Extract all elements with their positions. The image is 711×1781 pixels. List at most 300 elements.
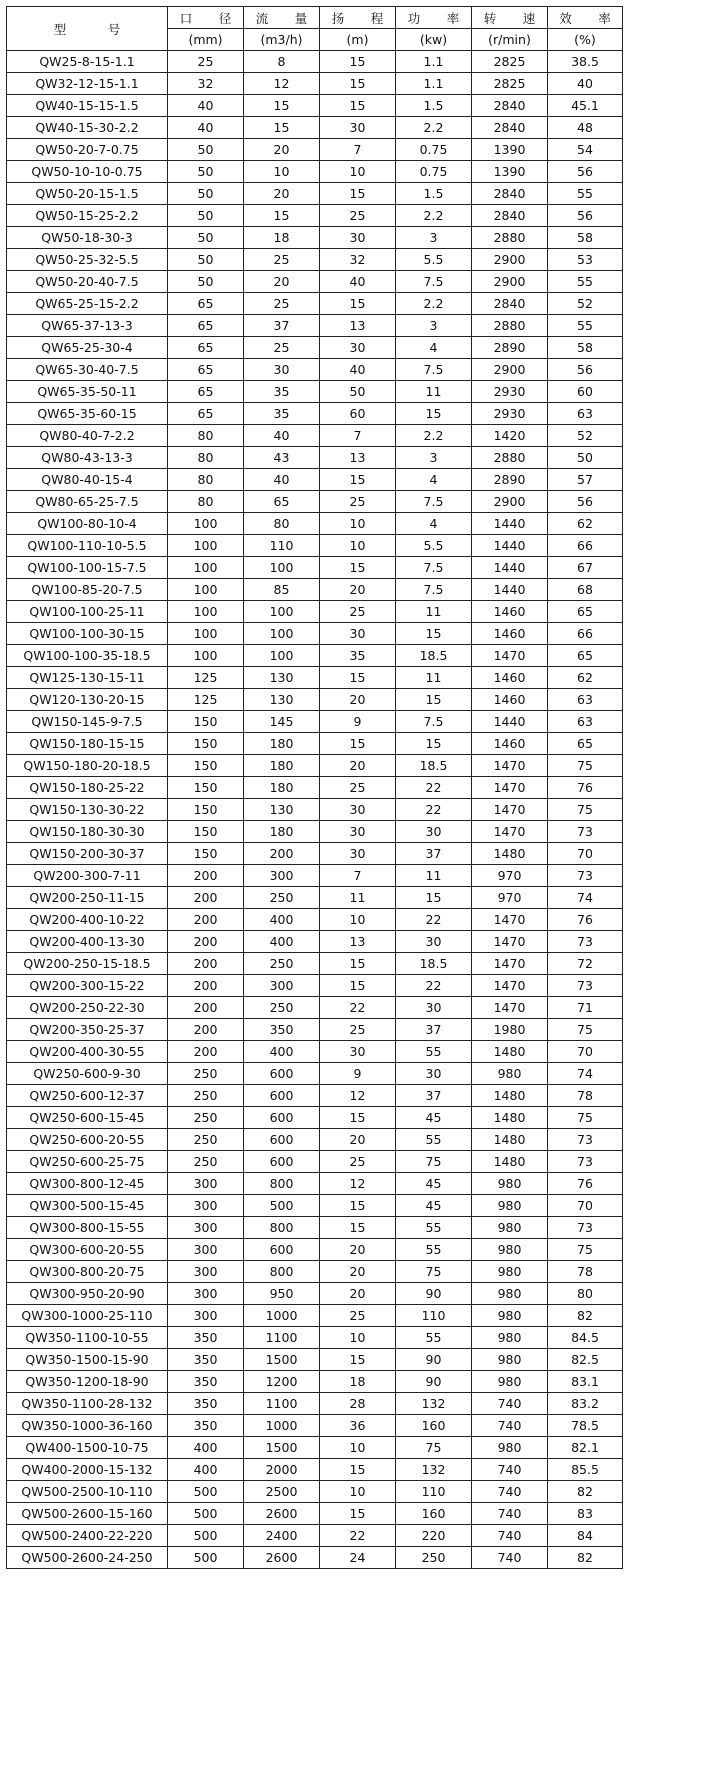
efficiency-cell: 76 bbox=[548, 909, 623, 931]
header-diameter: 口 径 bbox=[168, 7, 244, 29]
power-cell: 15 bbox=[396, 623, 472, 645]
efficiency-cell: 85.5 bbox=[548, 1459, 623, 1481]
model-cell: QW350-1100-28-132 bbox=[7, 1393, 168, 1415]
speed-cell: 1470 bbox=[472, 645, 548, 667]
table-row bbox=[7, 183, 623, 205]
diameter-cell: 50 bbox=[168, 227, 244, 249]
table-row bbox=[7, 447, 623, 469]
flow-cell: 12 bbox=[244, 73, 320, 95]
head-cell: 20 bbox=[320, 1239, 396, 1261]
head-cell: 10 bbox=[320, 1437, 396, 1459]
model-cell: QW50-20-40-7.5 bbox=[7, 271, 168, 293]
model-cell: QW300-500-15-45 bbox=[7, 1195, 168, 1217]
speed-cell: 740 bbox=[472, 1547, 548, 1569]
efficiency-cell: 48 bbox=[548, 117, 623, 139]
model-cell: QW250-600-15-45 bbox=[7, 1107, 168, 1129]
table-row bbox=[7, 513, 623, 535]
speed-cell: 2900 bbox=[472, 491, 548, 513]
model-cell: QW150-180-30-30 bbox=[7, 821, 168, 843]
flow-cell: 600 bbox=[244, 1239, 320, 1261]
diameter-cell: 150 bbox=[168, 755, 244, 777]
head-cell: 15 bbox=[320, 1195, 396, 1217]
head-cell: 36 bbox=[320, 1415, 396, 1437]
efficiency-cell: 57 bbox=[548, 469, 623, 491]
head-cell: 40 bbox=[320, 271, 396, 293]
efficiency-cell: 82.5 bbox=[548, 1349, 623, 1371]
power-cell: 2.2 bbox=[396, 117, 472, 139]
diameter-cell: 350 bbox=[168, 1349, 244, 1371]
speed-cell: 1460 bbox=[472, 601, 548, 623]
power-cell: 4 bbox=[396, 513, 472, 535]
model-cell: QW200-400-30-55 bbox=[7, 1041, 168, 1063]
speed-cell: 1480 bbox=[472, 1107, 548, 1129]
flow-cell: 15 bbox=[244, 117, 320, 139]
model-cell: QW350-1200-18-90 bbox=[7, 1371, 168, 1393]
power-cell: 110 bbox=[396, 1305, 472, 1327]
diameter-cell: 500 bbox=[168, 1525, 244, 1547]
efficiency-cell: 55 bbox=[548, 271, 623, 293]
flow-cell: 1100 bbox=[244, 1393, 320, 1415]
speed-cell: 2840 bbox=[472, 205, 548, 227]
power-cell: 7.5 bbox=[396, 491, 472, 513]
flow-cell: 1500 bbox=[244, 1437, 320, 1459]
table-row bbox=[7, 931, 623, 953]
table-row bbox=[7, 315, 623, 337]
head-cell: 30 bbox=[320, 117, 396, 139]
header-row-names bbox=[7, 7, 623, 29]
table-row bbox=[7, 1107, 623, 1129]
model-cell: QW80-40-15-4 bbox=[7, 469, 168, 491]
head-cell: 20 bbox=[320, 689, 396, 711]
diameter-cell: 200 bbox=[168, 865, 244, 887]
table-row bbox=[7, 249, 623, 271]
diameter-cell: 50 bbox=[168, 205, 244, 227]
table-row bbox=[7, 601, 623, 623]
diameter-cell: 65 bbox=[168, 337, 244, 359]
flow-cell: 600 bbox=[244, 1085, 320, 1107]
table-row bbox=[7, 777, 623, 799]
model-cell: QW65-37-13-3 bbox=[7, 315, 168, 337]
model-cell: QW300-950-20-90 bbox=[7, 1283, 168, 1305]
speed-cell: 1460 bbox=[472, 689, 548, 711]
model-cell: QW80-40-7-2.2 bbox=[7, 425, 168, 447]
table-row bbox=[7, 1195, 623, 1217]
efficiency-cell: 82 bbox=[548, 1305, 623, 1327]
head-cell: 20 bbox=[320, 1261, 396, 1283]
model-cell: QW200-250-22-30 bbox=[7, 997, 168, 1019]
speed-cell: 2930 bbox=[472, 403, 548, 425]
model-cell: QW200-250-15-18.5 bbox=[7, 953, 168, 975]
head-cell: 25 bbox=[320, 1019, 396, 1041]
table-body bbox=[7, 51, 623, 1569]
flow-cell: 37 bbox=[244, 315, 320, 337]
power-cell: 4 bbox=[396, 337, 472, 359]
table-row bbox=[7, 711, 623, 733]
efficiency-cell: 84 bbox=[548, 1525, 623, 1547]
table-row bbox=[7, 953, 623, 975]
head-cell: 30 bbox=[320, 1041, 396, 1063]
diameter-cell: 50 bbox=[168, 139, 244, 161]
flow-cell: 15 bbox=[244, 95, 320, 117]
head-cell: 18 bbox=[320, 1371, 396, 1393]
flow-cell: 100 bbox=[244, 601, 320, 623]
table-row bbox=[7, 425, 623, 447]
flow-cell: 130 bbox=[244, 667, 320, 689]
model-cell: QW50-20-15-1.5 bbox=[7, 183, 168, 205]
model-cell: QW80-65-25-7.5 bbox=[7, 491, 168, 513]
diameter-cell: 350 bbox=[168, 1327, 244, 1349]
power-cell: 45 bbox=[396, 1107, 472, 1129]
diameter-cell: 200 bbox=[168, 975, 244, 997]
efficiency-cell: 68 bbox=[548, 579, 623, 601]
diameter-cell: 300 bbox=[168, 1173, 244, 1195]
diameter-cell: 250 bbox=[168, 1107, 244, 1129]
efficiency-cell: 38.5 bbox=[548, 51, 623, 73]
head-cell: 15 bbox=[320, 183, 396, 205]
speed-cell: 2825 bbox=[472, 51, 548, 73]
diameter-cell: 100 bbox=[168, 513, 244, 535]
diameter-cell: 65 bbox=[168, 315, 244, 337]
speed-cell: 1470 bbox=[472, 975, 548, 997]
diameter-cell: 65 bbox=[168, 381, 244, 403]
power-cell: 37 bbox=[396, 1019, 472, 1041]
efficiency-cell: 73 bbox=[548, 821, 623, 843]
efficiency-cell: 65 bbox=[548, 645, 623, 667]
diameter-cell: 250 bbox=[168, 1129, 244, 1151]
model-cell: QW100-85-20-7.5 bbox=[7, 579, 168, 601]
model-cell: QW100-100-35-18.5 bbox=[7, 645, 168, 667]
table-header bbox=[7, 7, 623, 51]
head-cell: 20 bbox=[320, 579, 396, 601]
power-cell: 75 bbox=[396, 1261, 472, 1283]
model-cell: QW300-800-12-45 bbox=[7, 1173, 168, 1195]
power-cell: 15 bbox=[396, 887, 472, 909]
table-row bbox=[7, 1481, 623, 1503]
unit-efficiency: (%) bbox=[548, 29, 623, 51]
head-cell: 15 bbox=[320, 293, 396, 315]
speed-cell: 1470 bbox=[472, 997, 548, 1019]
speed-cell: 970 bbox=[472, 887, 548, 909]
power-cell: 18.5 bbox=[396, 645, 472, 667]
table-row bbox=[7, 1041, 623, 1063]
model-cell: QW200-300-15-22 bbox=[7, 975, 168, 997]
table-row bbox=[7, 623, 623, 645]
efficiency-cell: 55 bbox=[548, 183, 623, 205]
model-cell: QW200-300-7-11 bbox=[7, 865, 168, 887]
head-cell: 13 bbox=[320, 315, 396, 337]
table-row bbox=[7, 821, 623, 843]
model-cell: QW150-145-9-7.5 bbox=[7, 711, 168, 733]
pump-spec-table bbox=[6, 6, 623, 1569]
efficiency-cell: 76 bbox=[548, 777, 623, 799]
flow-cell: 800 bbox=[244, 1217, 320, 1239]
flow-cell: 35 bbox=[244, 403, 320, 425]
power-cell: 11 bbox=[396, 381, 472, 403]
model-cell: QW40-15-30-2.2 bbox=[7, 117, 168, 139]
diameter-cell: 50 bbox=[168, 183, 244, 205]
efficiency-cell: 75 bbox=[548, 1107, 623, 1129]
flow-cell: 20 bbox=[244, 139, 320, 161]
power-cell: 4 bbox=[396, 469, 472, 491]
efficiency-cell: 72 bbox=[548, 953, 623, 975]
diameter-cell: 80 bbox=[168, 491, 244, 513]
flow-cell: 2500 bbox=[244, 1481, 320, 1503]
head-cell: 15 bbox=[320, 557, 396, 579]
head-cell: 22 bbox=[320, 1525, 396, 1547]
power-cell: 2.2 bbox=[396, 293, 472, 315]
table-row bbox=[7, 1459, 623, 1481]
table-row bbox=[7, 359, 623, 381]
speed-cell: 1390 bbox=[472, 139, 548, 161]
flow-cell: 2600 bbox=[244, 1503, 320, 1525]
table-row bbox=[7, 843, 623, 865]
power-cell: 250 bbox=[396, 1547, 472, 1569]
head-cell: 10 bbox=[320, 909, 396, 931]
efficiency-cell: 65 bbox=[548, 601, 623, 623]
flow-cell: 25 bbox=[244, 293, 320, 315]
head-cell: 9 bbox=[320, 1063, 396, 1085]
diameter-cell: 100 bbox=[168, 535, 244, 557]
speed-cell: 980 bbox=[472, 1063, 548, 1085]
power-cell: 75 bbox=[396, 1151, 472, 1173]
efficiency-cell: 66 bbox=[548, 535, 623, 557]
head-cell: 15 bbox=[320, 667, 396, 689]
flow-cell: 1100 bbox=[244, 1327, 320, 1349]
power-cell: 30 bbox=[396, 931, 472, 953]
efficiency-cell: 73 bbox=[548, 931, 623, 953]
power-cell: 11 bbox=[396, 865, 472, 887]
table-row bbox=[7, 645, 623, 667]
power-cell: 2.2 bbox=[396, 205, 472, 227]
speed-cell: 2880 bbox=[472, 227, 548, 249]
efficiency-cell: 76 bbox=[548, 1173, 623, 1195]
head-cell: 30 bbox=[320, 227, 396, 249]
diameter-cell: 65 bbox=[168, 293, 244, 315]
model-cell: QW100-110-10-5.5 bbox=[7, 535, 168, 557]
head-cell: 25 bbox=[320, 205, 396, 227]
table-row bbox=[7, 227, 623, 249]
flow-cell: 180 bbox=[244, 733, 320, 755]
table-row bbox=[7, 491, 623, 513]
head-cell: 15 bbox=[320, 953, 396, 975]
model-cell: QW150-180-25-22 bbox=[7, 777, 168, 799]
diameter-cell: 300 bbox=[168, 1217, 244, 1239]
efficiency-cell: 67 bbox=[548, 557, 623, 579]
flow-cell: 180 bbox=[244, 821, 320, 843]
flow-cell: 145 bbox=[244, 711, 320, 733]
power-cell: 7.5 bbox=[396, 579, 472, 601]
diameter-cell: 400 bbox=[168, 1437, 244, 1459]
head-cell: 28 bbox=[320, 1393, 396, 1415]
speed-cell: 740 bbox=[472, 1393, 548, 1415]
model-cell: QW200-400-10-22 bbox=[7, 909, 168, 931]
diameter-cell: 200 bbox=[168, 887, 244, 909]
speed-cell: 1440 bbox=[472, 513, 548, 535]
flow-cell: 1000 bbox=[244, 1415, 320, 1437]
diameter-cell: 50 bbox=[168, 271, 244, 293]
table-row bbox=[7, 1503, 623, 1525]
diameter-cell: 65 bbox=[168, 359, 244, 381]
diameter-cell: 350 bbox=[168, 1371, 244, 1393]
power-cell: 55 bbox=[396, 1327, 472, 1349]
efficiency-cell: 75 bbox=[548, 755, 623, 777]
speed-cell: 1460 bbox=[472, 733, 548, 755]
model-cell: QW50-18-30-3 bbox=[7, 227, 168, 249]
head-cell: 10 bbox=[320, 535, 396, 557]
power-cell: 55 bbox=[396, 1239, 472, 1261]
head-cell: 9 bbox=[320, 711, 396, 733]
flow-cell: 400 bbox=[244, 1041, 320, 1063]
power-cell: 110 bbox=[396, 1481, 472, 1503]
model-cell: QW350-1100-10-55 bbox=[7, 1327, 168, 1349]
model-cell: QW100-80-10-4 bbox=[7, 513, 168, 535]
head-cell: 15 bbox=[320, 1217, 396, 1239]
efficiency-cell: 58 bbox=[548, 227, 623, 249]
speed-cell: 740 bbox=[472, 1503, 548, 1525]
flow-cell: 600 bbox=[244, 1151, 320, 1173]
table-row bbox=[7, 95, 623, 117]
head-cell: 50 bbox=[320, 381, 396, 403]
head-cell: 12 bbox=[320, 1173, 396, 1195]
flow-cell: 100 bbox=[244, 645, 320, 667]
power-cell: 5.5 bbox=[396, 249, 472, 271]
efficiency-cell: 54 bbox=[548, 139, 623, 161]
table-row bbox=[7, 579, 623, 601]
diameter-cell: 200 bbox=[168, 909, 244, 931]
flow-cell: 20 bbox=[244, 183, 320, 205]
table-row bbox=[7, 139, 623, 161]
efficiency-cell: 73 bbox=[548, 1129, 623, 1151]
efficiency-cell: 82 bbox=[548, 1481, 623, 1503]
diameter-cell: 100 bbox=[168, 623, 244, 645]
table-row bbox=[7, 535, 623, 557]
table-row bbox=[7, 403, 623, 425]
diameter-cell: 300 bbox=[168, 1305, 244, 1327]
speed-cell: 2840 bbox=[472, 117, 548, 139]
table-row bbox=[7, 337, 623, 359]
table-row bbox=[7, 975, 623, 997]
head-cell: 10 bbox=[320, 513, 396, 535]
model-cell: QW120-130-20-15 bbox=[7, 689, 168, 711]
flow-cell: 250 bbox=[244, 953, 320, 975]
model-cell: QW150-180-15-15 bbox=[7, 733, 168, 755]
power-cell: 55 bbox=[396, 1217, 472, 1239]
head-cell: 15 bbox=[320, 975, 396, 997]
head-cell: 10 bbox=[320, 1481, 396, 1503]
diameter-cell: 100 bbox=[168, 579, 244, 601]
diameter-cell: 150 bbox=[168, 821, 244, 843]
diameter-cell: 400 bbox=[168, 1459, 244, 1481]
efficiency-cell: 63 bbox=[548, 403, 623, 425]
efficiency-cell: 70 bbox=[548, 1041, 623, 1063]
speed-cell: 1480 bbox=[472, 1085, 548, 1107]
head-cell: 15 bbox=[320, 733, 396, 755]
flow-cell: 2600 bbox=[244, 1547, 320, 1569]
head-cell: 35 bbox=[320, 645, 396, 667]
flow-cell: 350 bbox=[244, 1019, 320, 1041]
table-row bbox=[7, 557, 623, 579]
model-cell: QW100-100-25-11 bbox=[7, 601, 168, 623]
table-row bbox=[7, 799, 623, 821]
table-row bbox=[7, 161, 623, 183]
model-cell: QW50-10-10-0.75 bbox=[7, 161, 168, 183]
speed-cell: 1440 bbox=[472, 579, 548, 601]
efficiency-cell: 78 bbox=[548, 1085, 623, 1107]
speed-cell: 740 bbox=[472, 1481, 548, 1503]
model-cell: QW500-2600-15-160 bbox=[7, 1503, 168, 1525]
model-cell: QW65-25-15-2.2 bbox=[7, 293, 168, 315]
efficiency-cell: 52 bbox=[548, 425, 623, 447]
speed-cell: 980 bbox=[472, 1261, 548, 1283]
table-row bbox=[7, 1217, 623, 1239]
head-cell: 15 bbox=[320, 1107, 396, 1129]
speed-cell: 2840 bbox=[472, 293, 548, 315]
model-cell: QW150-130-30-22 bbox=[7, 799, 168, 821]
table-row bbox=[7, 271, 623, 293]
flow-cell: 2400 bbox=[244, 1525, 320, 1547]
diameter-cell: 200 bbox=[168, 1041, 244, 1063]
power-cell: 18.5 bbox=[396, 953, 472, 975]
model-cell: QW500-2400-22-220 bbox=[7, 1525, 168, 1547]
table-row bbox=[7, 1547, 623, 1569]
head-cell: 30 bbox=[320, 843, 396, 865]
efficiency-cell: 78.5 bbox=[548, 1415, 623, 1437]
speed-cell: 1470 bbox=[472, 953, 548, 975]
flow-cell: 15 bbox=[244, 205, 320, 227]
flow-cell: 2000 bbox=[244, 1459, 320, 1481]
head-cell: 15 bbox=[320, 1349, 396, 1371]
diameter-cell: 200 bbox=[168, 1019, 244, 1041]
diameter-cell: 250 bbox=[168, 1085, 244, 1107]
header-efficiency: 效 率 bbox=[548, 7, 623, 29]
model-cell: QW250-600-25-75 bbox=[7, 1151, 168, 1173]
speed-cell: 1420 bbox=[472, 425, 548, 447]
head-cell: 30 bbox=[320, 821, 396, 843]
head-cell: 30 bbox=[320, 337, 396, 359]
header-power: 功 率 bbox=[396, 7, 472, 29]
power-cell: 30 bbox=[396, 821, 472, 843]
model-cell: QW200-400-13-30 bbox=[7, 931, 168, 953]
diameter-cell: 65 bbox=[168, 403, 244, 425]
model-cell: QW500-2600-24-250 bbox=[7, 1547, 168, 1569]
model-cell: QW200-250-11-15 bbox=[7, 887, 168, 909]
table-row bbox=[7, 755, 623, 777]
efficiency-cell: 53 bbox=[548, 249, 623, 271]
unit-flow: (m3/h) bbox=[244, 29, 320, 51]
head-cell: 7 bbox=[320, 425, 396, 447]
power-cell: 55 bbox=[396, 1129, 472, 1151]
model-cell: QW125-130-15-11 bbox=[7, 667, 168, 689]
speed-cell: 980 bbox=[472, 1283, 548, 1305]
speed-cell: 1440 bbox=[472, 557, 548, 579]
efficiency-cell: 82.1 bbox=[548, 1437, 623, 1459]
head-cell: 40 bbox=[320, 359, 396, 381]
speed-cell: 980 bbox=[472, 1305, 548, 1327]
power-cell: 45 bbox=[396, 1195, 472, 1217]
speed-cell: 2840 bbox=[472, 95, 548, 117]
model-cell: QW400-1500-10-75 bbox=[7, 1437, 168, 1459]
table-row bbox=[7, 865, 623, 887]
power-cell: 30 bbox=[396, 997, 472, 1019]
table-row bbox=[7, 381, 623, 403]
flow-cell: 40 bbox=[244, 425, 320, 447]
power-cell: 1.5 bbox=[396, 183, 472, 205]
table-row bbox=[7, 1019, 623, 1041]
power-cell: 15 bbox=[396, 403, 472, 425]
efficiency-cell: 63 bbox=[548, 689, 623, 711]
diameter-cell: 100 bbox=[168, 645, 244, 667]
head-cell: 25 bbox=[320, 1151, 396, 1173]
